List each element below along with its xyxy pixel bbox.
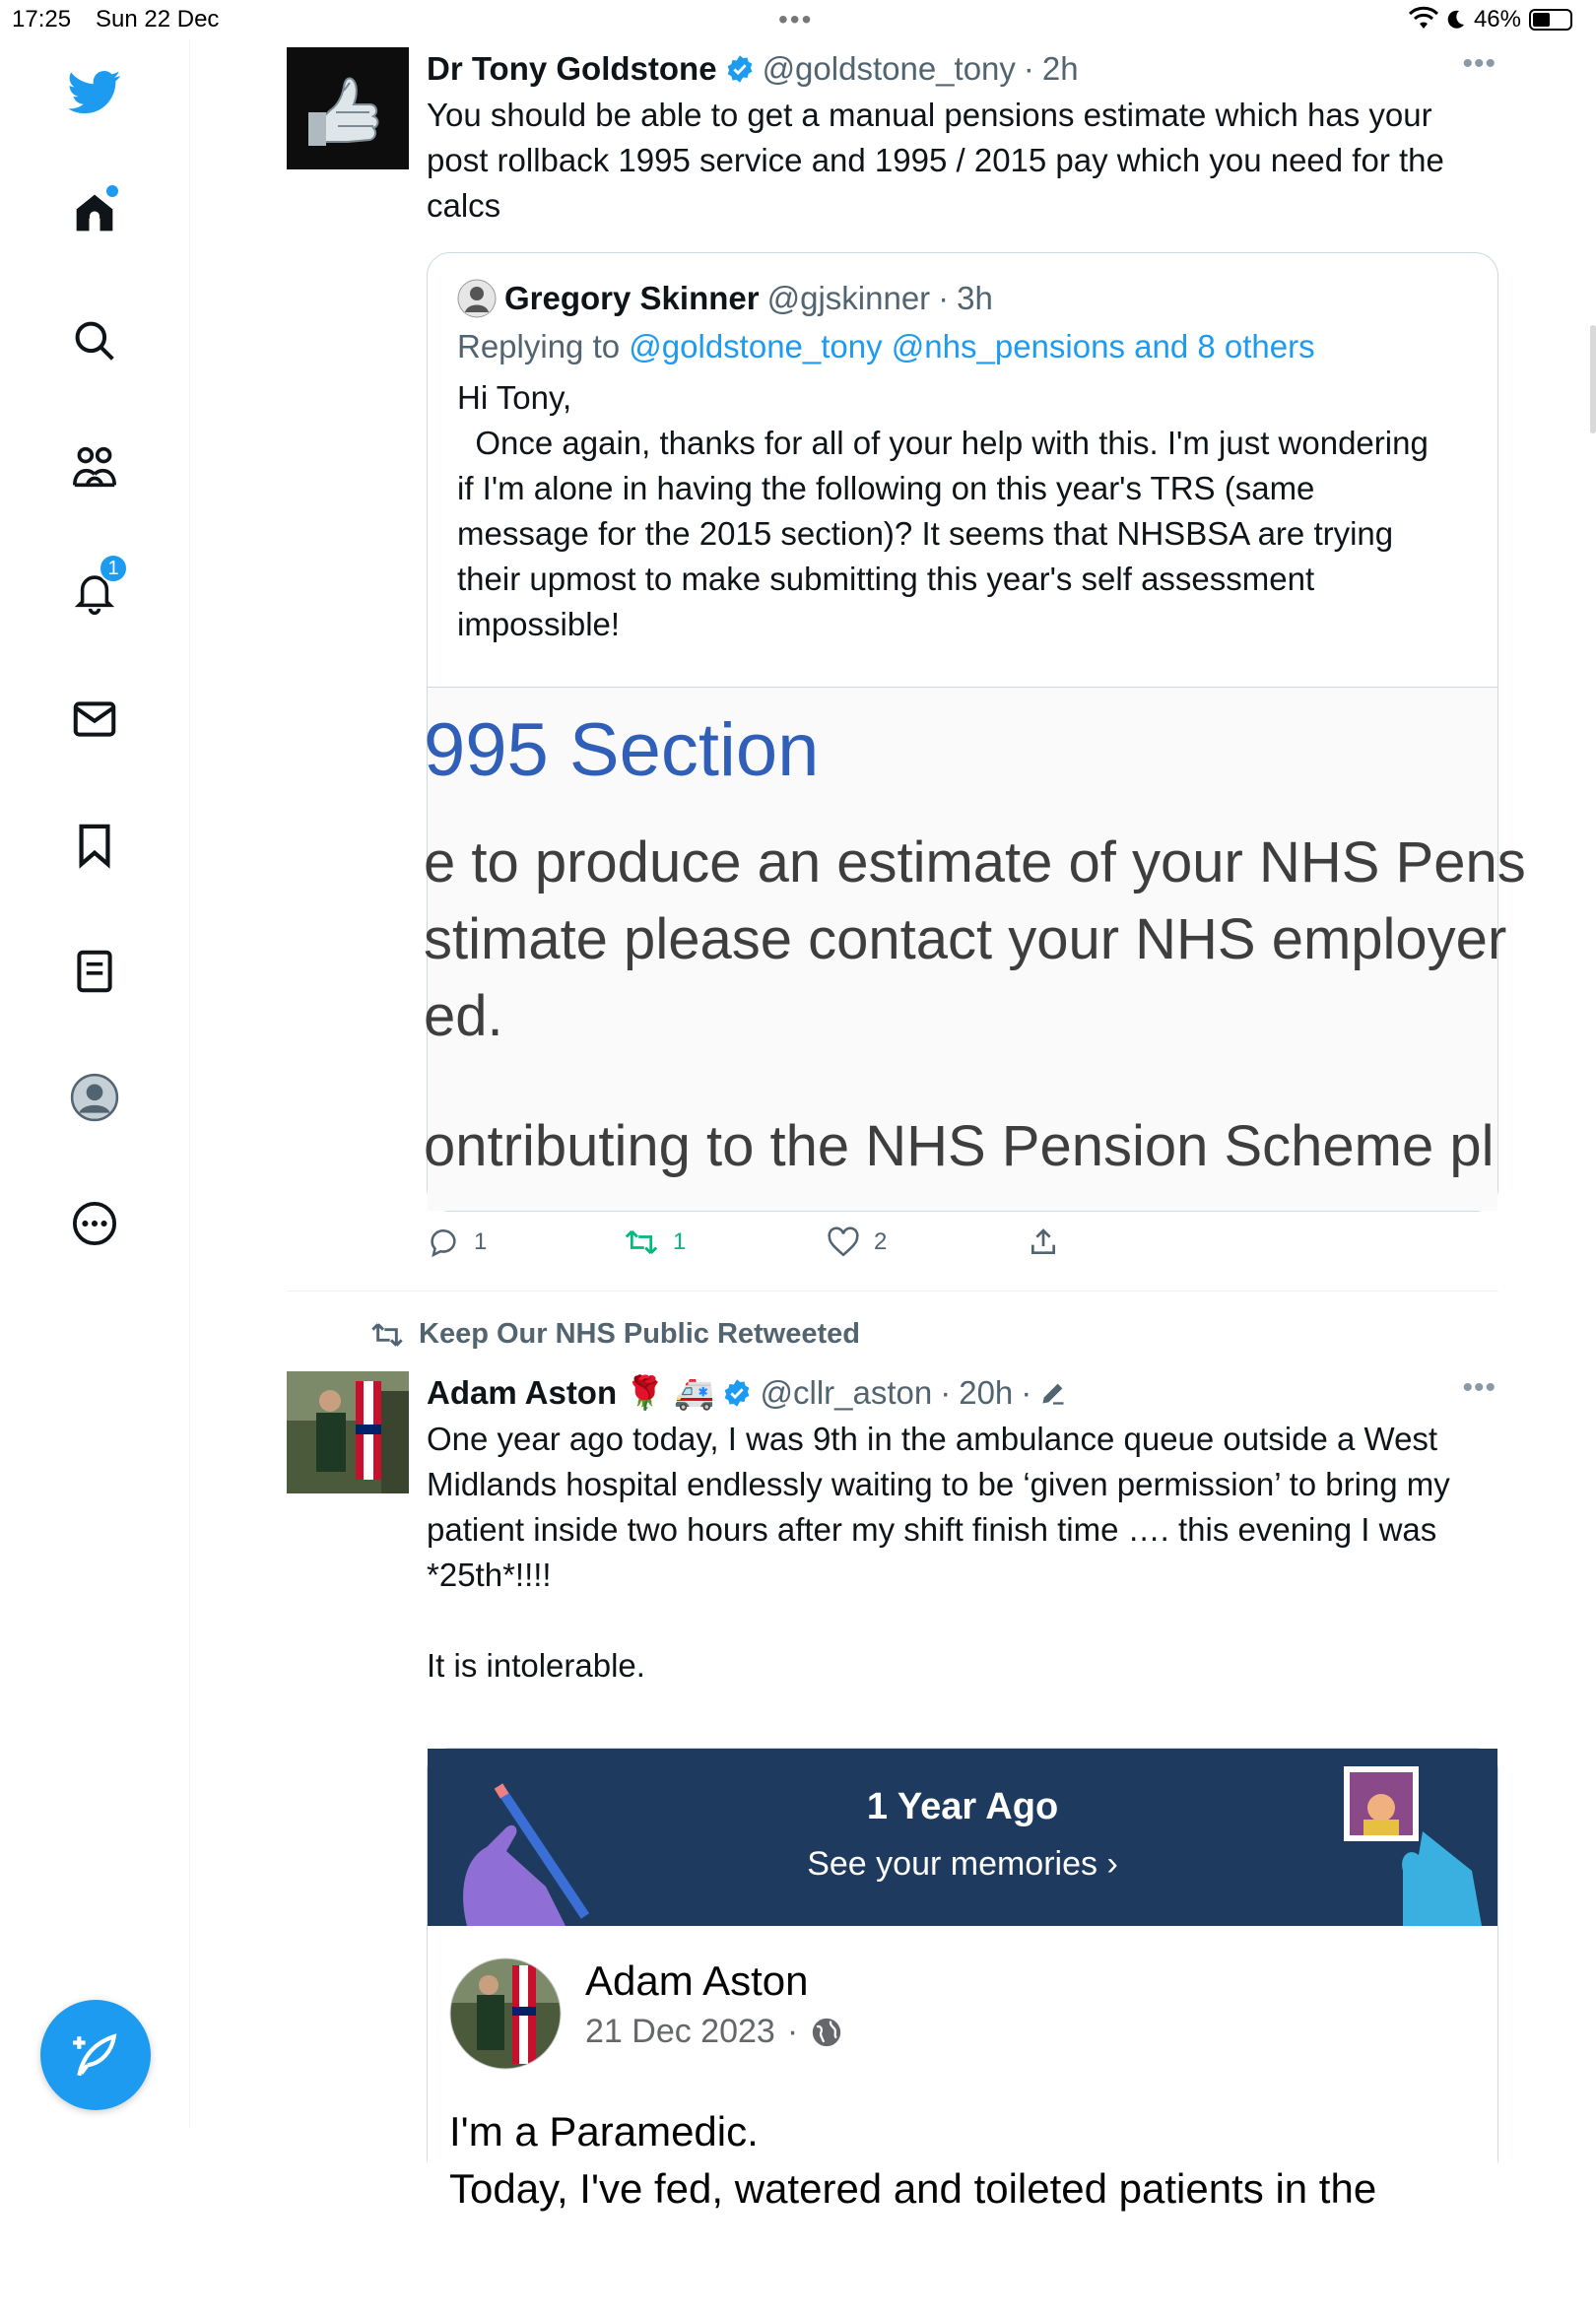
memory-post-text: I'm a Paramedic. Today, I've fed, watered and toileted patients in the	[449, 2108, 1377, 2212]
tweet-actions	[427, 1226, 1496, 1265]
memory-post-author: Adam Aston	[585, 1957, 809, 2004]
memory-card[interactable]	[427, 1748, 1498, 2212]
chevron-right-icon: ›	[1106, 1845, 1118, 1883]
battery-icon	[1529, 9, 1572, 31]
tweet[interactable]	[287, 47, 1526, 1292]
avatar[interactable]	[287, 47, 409, 169]
messages-envelope-icon[interactable]	[69, 694, 120, 745]
tweet-header: Adam Aston 🌹 🚑 @cllr_aston · 20h ·	[427, 1371, 1496, 1415]
share-button[interactable]	[1028, 1226, 1059, 1259]
memory-title: 1 Year Ago	[866, 1786, 1059, 1827]
search-icon[interactable]	[69, 315, 120, 366]
reply-button[interactable]	[427, 1226, 487, 1259]
quote-author-name: Gregory Skinner	[504, 280, 760, 316]
author-handle[interactable]: @goldstone_tony	[762, 50, 1016, 87]
image-line-5: ontributing to the NHS Pension Scheme pl	[424, 1114, 1495, 1178]
tweet-time[interactable]: 20h	[959, 1374, 1014, 1411]
globe-icon	[810, 2016, 843, 2049]
scrollbar-thumb[interactable]	[1590, 325, 1596, 433]
tweet-divider	[287, 1291, 1498, 1292]
profile-avatar-icon[interactable]	[69, 1072, 120, 1123]
status-right	[1409, 6, 1572, 33]
author-emojis: 🌹 🚑	[625, 1374, 715, 1411]
quote-time: 3h	[957, 280, 993, 316]
quote-attached-image[interactable]	[424, 687, 1526, 1211]
verified-badge-icon	[722, 1378, 752, 1408]
compose-tweet-button[interactable]	[40, 2000, 151, 2110]
compose-feather-icon	[71, 2030, 120, 2080]
memory-subtitle[interactable]: See your memories ›	[807, 1845, 1118, 1883]
moon-icon	[1446, 9, 1466, 31]
hand-photo-illustration-icon	[1344, 1762, 1492, 1926]
tweet-header: Dr Tony Goldstone @goldstone_tony · 2h	[427, 47, 1496, 91]
status-time: 17:25	[12, 6, 72, 33]
edited-pencil-icon[interactable]	[1039, 1379, 1067, 1407]
reply-count: 1	[474, 1228, 488, 1255]
more-circle-icon[interactable]	[69, 1198, 120, 1249]
like-count: 2	[874, 1228, 888, 1255]
quote-avatar[interactable]	[457, 279, 497, 318]
tweet-text: One year ago today, I was 9th in the ambulance queue outside a West Midlands hospital endlessly waiting to be ‘given permission’ to bring my patient inside two hours after my shift finish time …. this evening I was *25th*!!!! It is intolerable.	[427, 1421, 1450, 1684]
battery-percent: 46%	[1473, 6, 1521, 33]
notifications-bell-icon[interactable]	[69, 557, 120, 619]
author-name[interactable]: Adam Aston	[427, 1374, 618, 1411]
verified-badge-icon	[725, 54, 755, 84]
memory-banner[interactable]	[428, 1749, 1497, 1926]
wifi-icon	[1409, 9, 1438, 31]
home-new-dot	[106, 185, 118, 197]
retweet-small-icon	[367, 1319, 407, 1351]
retweet-button[interactable]	[624, 1226, 686, 1259]
image-line-4: ed.	[424, 984, 503, 1048]
quote-author-handle: @gjskinner	[766, 280, 931, 316]
avatar[interactable]	[287, 1371, 409, 1493]
replying-to	[457, 328, 1472, 365]
twitter-logo-icon[interactable]	[69, 67, 120, 118]
memory-post-avatar[interactable]	[449, 1957, 562, 2070]
retweet-count: 1	[673, 1228, 687, 1255]
quote-header: Gregory Skinner @gjskinner · 3h	[457, 279, 1472, 318]
bookmark-icon[interactable]	[69, 820, 120, 871]
retweeted-by: Keep Our NHS Public Retweeted	[419, 1318, 860, 1350]
author-name[interactable]: Dr Tony Goldstone	[427, 50, 717, 87]
tweet-text: You should be able to get a manual pensions estimate which has your post rollback 1995 service and 1995 / 2015 pay which you need for the calcs	[427, 97, 1444, 224]
author-handle[interactable]: @cllr_aston	[760, 1374, 933, 1411]
image-line-3: stimate please contact your NHS employer	[424, 907, 1507, 971]
tweet[interactable]	[287, 1371, 1498, 2212]
quoted-tweet[interactable]	[424, 252, 1526, 1212]
image-line-1: 995 Section	[424, 708, 820, 792]
quote-text: Hi Tony, Once again, thanks for all of your help with this. I'm just wondering if I'm alone in having the following on this year's TRS (same message for the 2015 section)? It seems that NHSBSA are trying their upmost to make submitting this year's self assessment impossible!	[457, 379, 1429, 642]
sidebar	[0, 39, 190, 2128]
retweet-icon	[624, 1226, 659, 1259]
share-icon	[1028, 1226, 1059, 1259]
replying-to-links[interactable]: @goldstone_tony @nhs_pensions and 8 others	[629, 328, 1315, 365]
like-button[interactable]	[827, 1226, 887, 1259]
tweet-time[interactable]: 2h	[1041, 50, 1079, 87]
timeline	[190, 39, 1596, 2212]
more-options-icon[interactable]: •••	[1462, 1371, 1496, 1404]
communities-icon[interactable]	[69, 441, 120, 493]
retweet-context[interactable]	[367, 1318, 860, 1351]
image-line-2: e to produce an estimate of your NHS Pens	[424, 830, 1526, 895]
notifications-badge: 1	[99, 554, 128, 583]
multitasking-dots-icon[interactable]: •••	[778, 4, 814, 34]
reply-icon	[427, 1226, 460, 1259]
heart-icon	[827, 1226, 860, 1259]
status-bar	[0, 0, 1596, 39]
replying-prefix: Replying to	[457, 328, 621, 365]
status-date: Sun 22 Dec	[96, 6, 220, 33]
memory-post	[428, 1926, 1497, 2320]
home-icon[interactable]	[69, 187, 120, 238]
lists-icon[interactable]	[69, 946, 120, 997]
memory-post-date: 21 Dec 2023 ·	[585, 2013, 843, 2051]
more-options-icon[interactable]: •••	[1462, 47, 1496, 80]
